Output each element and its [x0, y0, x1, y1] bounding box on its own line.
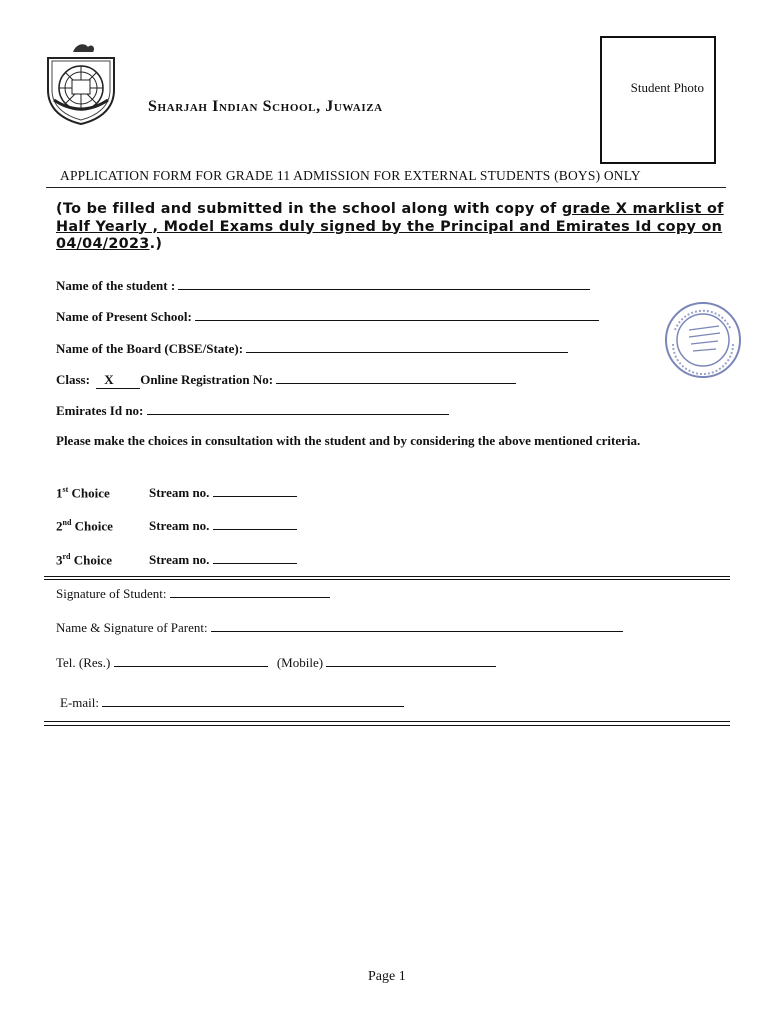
title-underline [46, 187, 726, 188]
stream-label: Stream no. [149, 518, 210, 533]
class-label: Class: [56, 372, 90, 387]
email-row [60, 694, 404, 711]
photo-label: Student Photo [630, 80, 704, 95]
email-label: E-mail: [60, 695, 99, 710]
online-reg-label: Online Registration No: [140, 372, 274, 387]
student-signature-field[interactable] [170, 585, 330, 598]
board-row [56, 340, 568, 357]
parent-signature-field[interactable] [211, 619, 623, 632]
choice-ordinal: 1st Choice [56, 484, 110, 500]
divider-bottom-1 [44, 721, 730, 722]
stream-field-2[interactable] [213, 517, 297, 530]
divider-bottom-2 [44, 725, 730, 726]
divider-top-1 [44, 576, 730, 577]
choice-row-3 [56, 551, 297, 568]
choice-ordinal: 2nd Choice [56, 517, 113, 533]
class-value[interactable]: X [96, 372, 140, 389]
school-stamp [663, 300, 743, 380]
board-field[interactable] [246, 340, 568, 353]
present-school-row [56, 308, 599, 325]
choice-row-2 [56, 517, 297, 534]
student-name-field[interactable] [178, 277, 590, 290]
choice-ordinal: 3rd Choice [56, 551, 113, 567]
mobile-label: (Mobile) [276, 655, 324, 670]
class-row [56, 371, 516, 389]
board-label: Name of the Board (CBSE/State): [56, 341, 244, 356]
stream-label: Stream no. [149, 485, 210, 500]
email-field[interactable] [102, 694, 404, 707]
stream-field-3[interactable] [213, 551, 297, 564]
stream-label: Stream no. [149, 552, 210, 567]
instruction-text [56, 201, 724, 254]
divider-top-2 [44, 579, 730, 580]
stream-field-1[interactable] [213, 484, 297, 497]
emirates-id-row [56, 402, 449, 419]
student-signature-label: Signature of Student: [56, 586, 167, 601]
present-school-label: Name of Present School: [56, 309, 192, 324]
tel-res-field[interactable] [114, 654, 268, 667]
instruction-after: .) [149, 236, 163, 252]
mobile-field[interactable] [326, 654, 496, 667]
page-number: Page 1 [368, 969, 406, 984]
choice-row-1 [56, 484, 297, 501]
form-title: APPLICATION FORM FOR GRADE 11 ADMISSION FOR EXTERNAL STUDENTS (BOYS) ONLY [60, 168, 641, 183]
instruction-before: (To be filled and submitted in the school along with copy of [56, 201, 562, 217]
student-signature-row [56, 585, 330, 602]
telephone-row [56, 654, 496, 671]
parent-signature-label: Name & Signature of Parent: [56, 620, 208, 635]
student-name-row [56, 277, 590, 294]
parent-signature-row [56, 619, 623, 636]
emirates-id-label: Emirates Id no: [56, 403, 144, 418]
school-name: Sharjah Indian School, Juwaiza [148, 98, 383, 115]
student-photo-box [600, 36, 716, 164]
tel-res-label: Tel. (Res.) [56, 655, 111, 670]
online-reg-field[interactable] [276, 371, 516, 384]
student-name-label: Name of the student : [56, 278, 176, 293]
instruction-underlined: grade X marklist of Half Yearly , Model Exams duly signed by the Principal and Emirates Id copy on 04/04/2023 [56, 201, 724, 252]
choices-note: Please make the choices in consultation with the student and by considering the above mentioned criteria. [56, 433, 641, 448]
school-logo [40, 40, 122, 126]
emirates-id-field[interactable] [147, 402, 449, 415]
present-school-field[interactable] [195, 308, 599, 321]
